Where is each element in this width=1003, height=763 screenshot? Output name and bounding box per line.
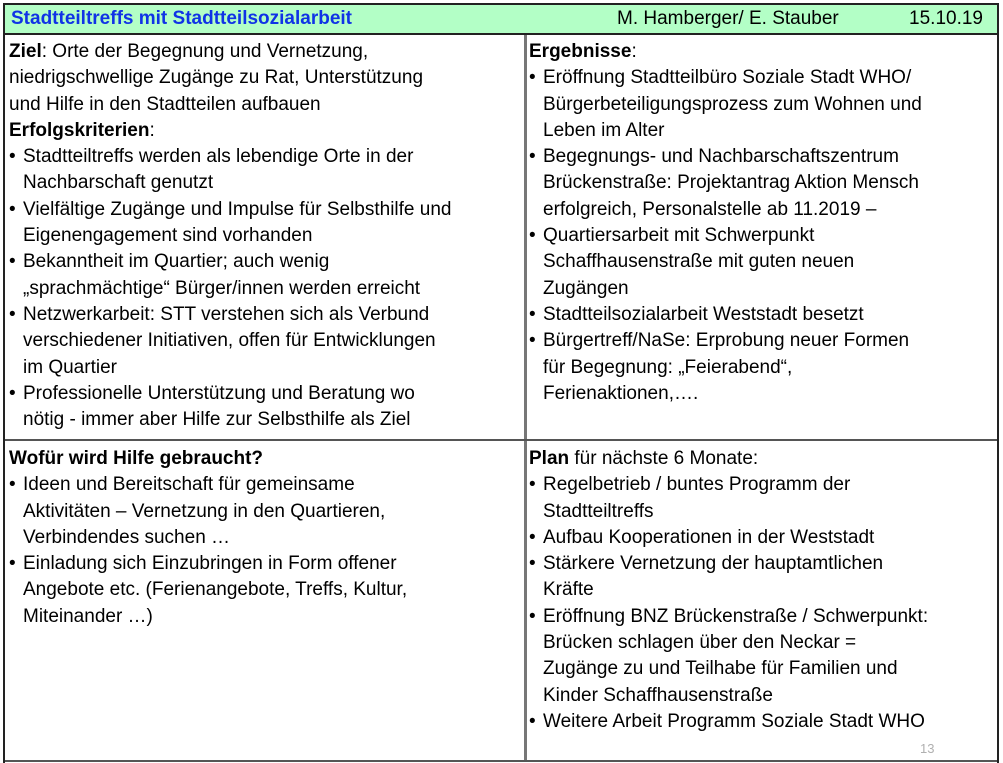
bullet-icon: • (9, 553, 16, 575)
criteria-colon: : (149, 119, 155, 141)
bullet-text-line: Eröffnung BNZ Brückenstraße / Schwerpunkt: (543, 605, 929, 627)
criteria-heading (9, 118, 523, 144)
bullet-text-line: Brückenstraße: Projektantrag Aktion Mensch (543, 172, 919, 194)
bullet-text-line: Stadtteiltreffs (543, 500, 654, 522)
bullet-icon: • (9, 474, 16, 496)
bullet-text-line: Stadtteiltreffs werden als lebendige Orte in der (23, 146, 414, 168)
help-needed-heading: Wofür wird Hilfe gebraucht? (9, 448, 264, 469)
goal-label: Ziel (9, 41, 42, 62)
plan-cell (529, 446, 993, 735)
slide-title: Stadtteiltreffs mit Stadtteilsozialarbeit (11, 8, 353, 29)
bullet-text-line: Begegnungs- und Nachbarschaftszentrum (543, 146, 899, 168)
bullet-text-line: Kräfte (543, 579, 594, 601)
criteria-list (9, 144, 523, 433)
plan-label-rest: für nächste 6 Monate: (569, 448, 759, 469)
plan-list (529, 472, 993, 735)
bullet-text-line: Professionelle Unterstützung und Beratung wo (23, 382, 415, 404)
bullet-item (9, 551, 523, 630)
bottom-border (5, 760, 997, 762)
bullet-item (529, 472, 993, 525)
results-list (529, 65, 993, 407)
bullet-item (9, 302, 523, 381)
bullet-item (529, 302, 993, 328)
authors: M. Hamberger/ E. Stauber (617, 8, 839, 29)
slide-header (3, 3, 999, 35)
bullet-text-line: für Begegnung: „Feierabend“, (543, 356, 793, 378)
content-table (3, 35, 999, 763)
bullet-icon: • (529, 553, 536, 575)
bullet-text-line: Nachbarschaft genutzt (23, 172, 214, 194)
goal-line-3: und Hilfe in den Stadtteilen aufbauen (9, 93, 321, 115)
criteria-label: Erfolgskriterien (9, 119, 150, 141)
goal-text: : Orte der Begegnung und Vernetzung, (41, 41, 369, 62)
bullet-item (9, 381, 523, 434)
help-needed-cell (9, 446, 523, 630)
bullet-text-line: nötig - immer aber Hilfe zur Selbsthilfe als Ziel (23, 409, 411, 431)
bullet-item (529, 328, 993, 407)
bullet-icon: • (529, 303, 536, 325)
bullet-text-line: Ideen und Bereitschaft für gemeinsame (23, 474, 355, 496)
bullet-text-line: Miteinander …) (23, 605, 153, 627)
help-needed-list (9, 472, 523, 630)
goal-line-2: niedrigschwellige Zugänge zu Rat, Unterstützung (9, 67, 424, 89)
bullet-icon: • (9, 146, 16, 168)
bullet-text-line: Bürgertreff/NaSe: Erprobung neuer Formen (543, 330, 910, 352)
plan-heading (529, 446, 993, 472)
bullet-text-line: Quartiersarbeit mit Schwerpunkt (543, 225, 815, 247)
bullet-text-line: Einladung sich Einzubringen in Form offener (23, 553, 397, 575)
bullet-text-line: Aufbau Kooperationen in der Weststadt (543, 526, 875, 548)
results-label: Ergebnisse (529, 41, 632, 62)
bullet-text-line: „sprachmächtige“ Bürger/innen werden erreicht (23, 277, 421, 299)
results-cell (529, 39, 993, 407)
bullet-text-line: Stadtteilsozialarbeit Weststadt besetzt (543, 303, 864, 325)
date: 15.10.19 (909, 8, 983, 29)
bullet-text-line: Stärkere Vernetzung der hauptamtlichen (543, 553, 884, 575)
bullet-text-line: Kinder Schaffhausenstraße (543, 684, 773, 706)
bullet-text-line: Zugänge zu und Teilhabe für Familien und (543, 658, 898, 680)
bullet-item (529, 525, 993, 551)
bullet-text-line: verschiedener Initiativen, offen für Entwicklungen (23, 330, 436, 352)
bullet-icon: • (9, 382, 16, 404)
bullet-text-line: Eigenengagement sind vorhanden (23, 225, 313, 247)
bullet-item (529, 709, 993, 735)
column-divider (524, 35, 527, 762)
bullet-text-line: Ferienaktionen,…. (543, 382, 699, 404)
bullet-text-line: Eröffnung Stadtteilbüro Soziale Stadt WHO/ (543, 67, 912, 89)
bullet-text-line: Bekanntheit im Quartier; auch wenig (23, 251, 330, 273)
bullet-item (529, 551, 993, 604)
bullet-text-line: Angebote etc. (Ferienangebote, Treffs, Kultur, (23, 579, 408, 601)
plan-label: Plan (529, 448, 570, 469)
bullet-item (9, 472, 523, 551)
bullet-icon: • (529, 146, 536, 168)
bullet-icon: • (529, 710, 536, 732)
bullet-text-line: Weitere Arbeit Programm Soziale Stadt WHO (543, 710, 925, 732)
bullet-text-line: Zugängen (543, 277, 629, 299)
bullet-text-line: Netzwerkarbeit: STT verstehen sich als Verbund (23, 303, 430, 325)
bullet-icon: • (9, 303, 16, 325)
bullet-icon: • (529, 474, 536, 496)
goal-cell (9, 39, 523, 433)
bullet-text-line: erfolgreich, Personalstelle ab 11.2019 – (543, 198, 877, 220)
bullet-icon: • (529, 605, 536, 627)
bullet-icon: • (529, 330, 536, 352)
bullet-item (9, 249, 523, 302)
bullet-item (529, 604, 993, 709)
bullet-text-line: Verbindendes suchen … (23, 526, 231, 548)
bullet-text-line: Vielfältige Zugänge und Impulse für Selbsthilfe und (23, 198, 452, 220)
bullet-icon: • (9, 198, 16, 220)
bullet-item (9, 144, 523, 197)
bullet-text-line: Regelbetrieb / buntes Programm der (543, 474, 851, 496)
bullet-icon: • (529, 526, 536, 548)
bullet-text-line: Brücken schlagen über den Neckar = (543, 632, 857, 654)
bullet-text-line: Leben im Alter (543, 119, 665, 141)
bullet-text-line: Bürgerbeteiligungsprozess zum Wohnen und (543, 93, 922, 115)
goal-line-1 (9, 39, 523, 65)
bullet-item (529, 223, 993, 302)
bullet-icon: • (9, 251, 16, 273)
results-heading (529, 39, 993, 65)
bullet-icon: • (529, 225, 536, 247)
bullet-item (529, 65, 993, 144)
results-colon: : (631, 41, 637, 62)
bullet-text-line: im Quartier (23, 356, 117, 378)
page-number: 13 (920, 741, 935, 756)
bullet-icon: • (529, 67, 536, 89)
bullet-item (529, 144, 993, 223)
bullet-text-line: Aktivitäten – Vernetzung in den Quartieren, (23, 500, 386, 522)
row-divider (5, 439, 997, 441)
bullet-item (9, 197, 523, 250)
bullet-text-line: Schaffhausenstraße mit guten neuen (543, 251, 855, 273)
